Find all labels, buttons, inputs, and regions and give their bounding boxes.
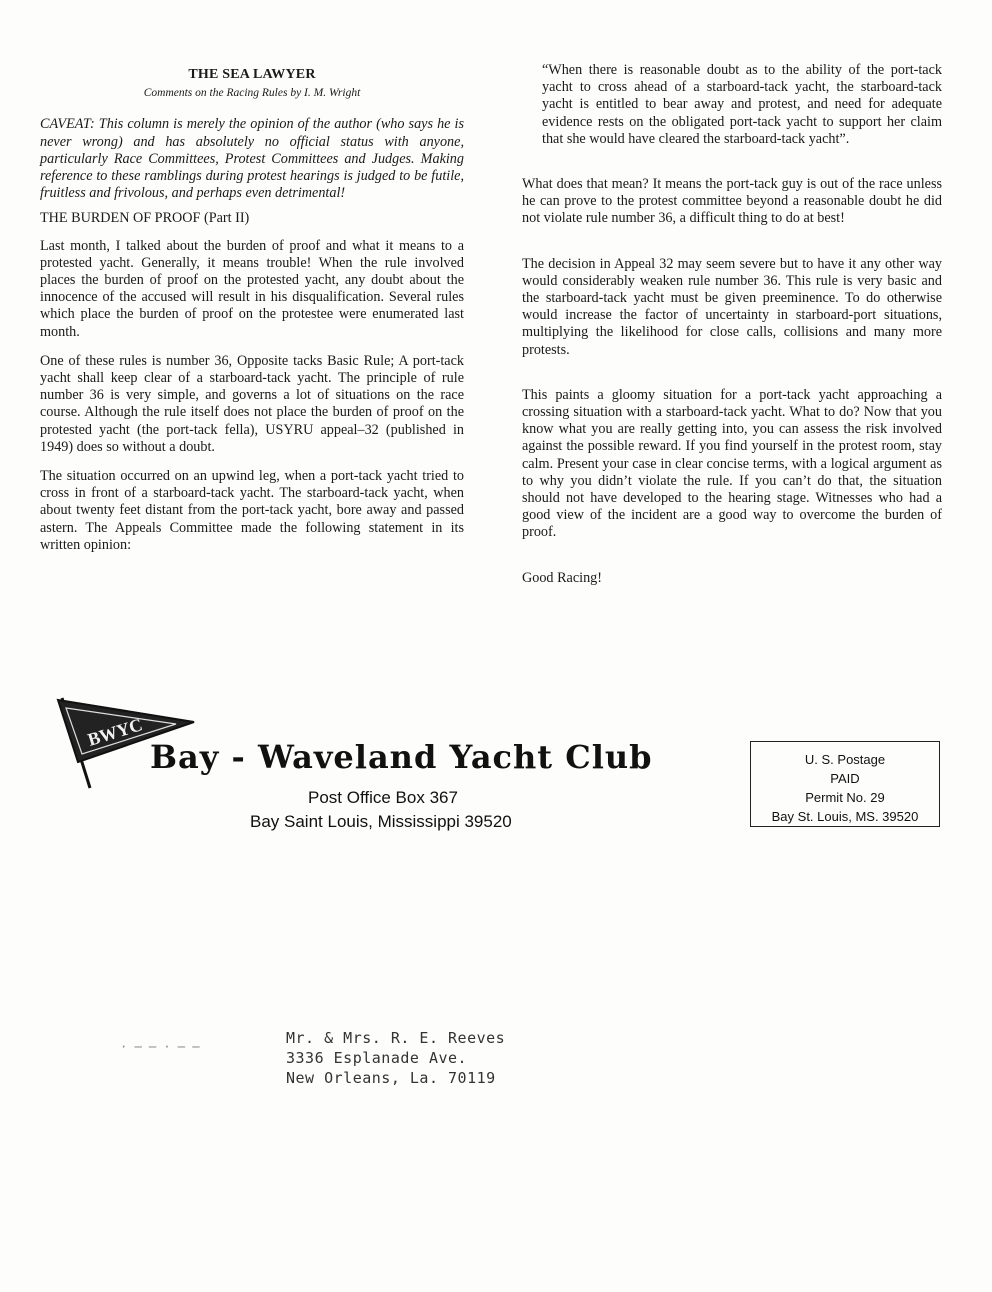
left-column [40, 62, 464, 566]
postage-line: PAID [830, 771, 860, 786]
postage-line: Bay St. Louis, MS. 39520 [771, 809, 919, 824]
section-heading: THE BURDEN OF PROOF (Part II) [40, 210, 250, 227]
body-paragraph: This paints a gloomy situation for a port-tack yacht approaching a crossing situation with a starboard-tack yacht. What to do? Now that you know what you are really getting into, you can assess the risk involved against the possible reward. If you find yourself in the protest room, stay calm. Present your case in clear concise terms, with a logical argument as to why you didn’t violate the rule. If you can’t do that, the situation should not have developed to the hearing stage. Witnesses who had a good view of the incident are a good way to overcome the burden of proof. [522, 386, 942, 541]
recipient-line: New Orleans, La. 70119 [286, 1069, 496, 1087]
article-title: THE SEA LAWYER [188, 67, 316, 82]
caveat-paragraph: CAVEAT: This column is merely the opinion of the author (who says he is never wrong) and has absolutely no official status with anyone, particularly Race Committees, Protest Committees and Judges. Making reference to these ramblings during protest hearings is judged to be futile, fruitless and frivolous, and perhaps even detrimental! [40, 116, 464, 202]
flag-text: BWYC [85, 714, 145, 750]
body-paragraph: The situation occurred on an upwind leg, when a port-tack yacht tried to cross in front of a starboard-tack yacht. The starboard-tack yacht, when about twenty feet distant from the port-tack yacht, bore away and passed astern. The Appeals Committee made the following statement in its written opinion: [40, 468, 464, 553]
recipient-line: 3336 Esplanade Ave. [286, 1049, 468, 1067]
postage-line: U. S. Postage [804, 752, 886, 767]
body-paragraph: What does that mean? It means the port-tack guy is out of the race unless he can prove to the protest committee beyond a reasonable doubt he did not violate rule number 36, a difficult thing to do at best! [522, 176, 942, 227]
postage-line: Permit No. 29 [805, 790, 885, 805]
club-address-line1: Post Office Box 367 [308, 788, 458, 807]
article-subtitle: Comments on the Racing Rules by I. M. Wright [143, 87, 361, 100]
body-paragraph: Last month, I talked about the burden of proof and what it means to a protested yacht. Generally, it means trouble! When the rule involved places the burden of proof on the protested yacht, any doubt about the innocence of the accused will result in his disqualification. Several rules which place the burden of proof on the protestee were enumerated last month. [40, 237, 464, 340]
body-paragraph: The decision in Appeal 32 may seem severe but to have it any other way would considerably weaken rule number 36. This rule is very basic and the starboard-tack yacht must be given preeminence. To do otherwise would increase the factor of uncertainty in starboard-port situations, multiplying the likelihood for close calls, collisions and many more protests. [522, 255, 942, 358]
club-letterhead [44, 692, 653, 842]
recipient-line: Mr. & Mrs. R. E. Reeves [286, 1029, 506, 1047]
club-name: Bay - Waveland Yacht Club [150, 738, 653, 776]
appeal-quote: “When there is reasonable doubt as to the ability of the port-tack yacht to cross ahead of a starboard-tack yacht, the starboard-tack yacht is entitled to bear away and protest, and need for adequate evidence rests on the obligated port-tack yacht to support her claim that she would have cleared the starboard-tack yacht”. [542, 62, 942, 147]
recipient-address [286, 1028, 505, 1088]
postage-indicia [750, 741, 940, 827]
right-column [522, 62, 942, 587]
body-paragraph: One of these rules is number 36, Opposite tacks Basic Rule; A port-tack yacht shall keep clear of a starboard-tack yacht. The principle of rule number 36 is very simple, and governs a lot of situations on the race course. Although the rule itself does not place the burden of proof on the protested yacht (the port-tack fella), USYRU appeal–32 (published in 1949) does so without a doubt. [40, 352, 464, 455]
signoff: Good Racing! [522, 569, 602, 586]
club-address-line2: Bay Saint Louis, Mississippi 39520 [250, 812, 512, 831]
stray-marks: · ─ ─ · ─ ─ [120, 1040, 200, 1054]
